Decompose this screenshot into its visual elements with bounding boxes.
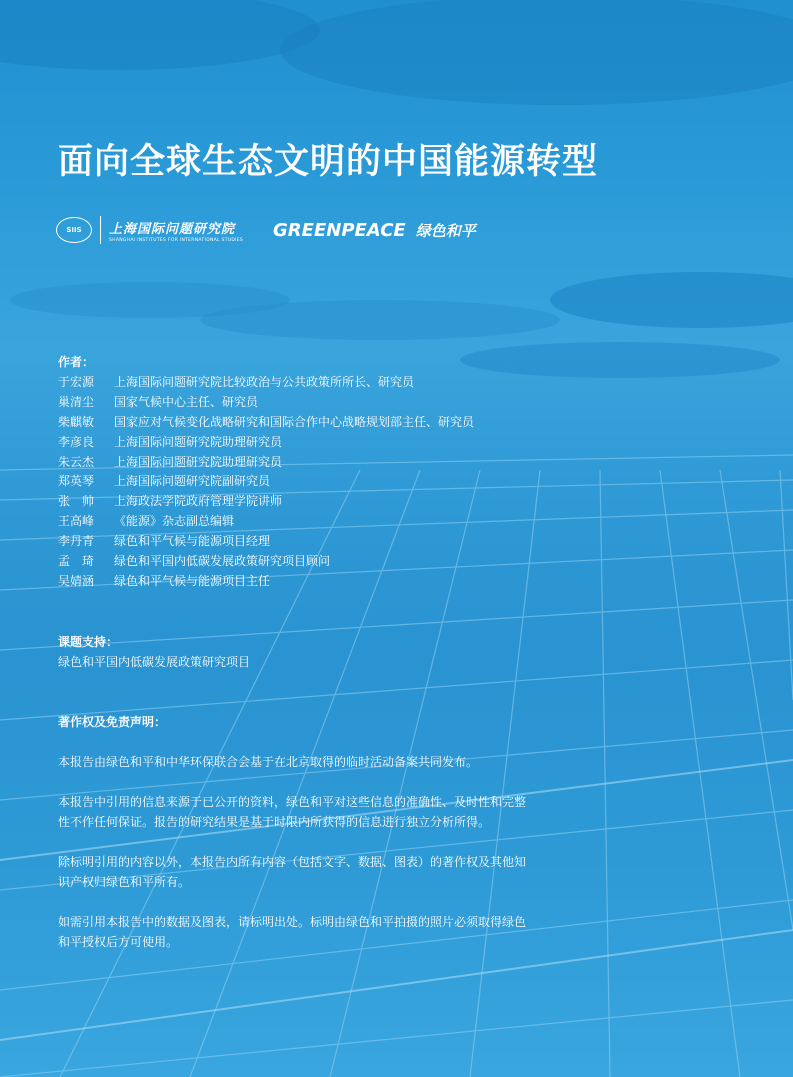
author-name: 朱云杰 <box>58 454 95 469</box>
author-name: 郑英琴 <box>58 474 95 489</box>
author-role: 上海国际问题研究院助理研究员 <box>114 454 283 469</box>
author-name: 王高峰 <box>58 514 95 529</box>
copyright-paragraph: 除标明引用的内容以外，本报告内所有内容（包括文字、数据、图表）的著作权及其他知识产权归绿色和平所有。 <box>58 855 527 889</box>
author-name: 吴婧涵 <box>58 573 95 588</box>
author-row <box>58 571 474 591</box>
author-row <box>58 372 474 392</box>
author-role: 上海政法学院政府管理学院讲师 <box>114 494 283 509</box>
author-row <box>58 452 474 472</box>
author-name: 张 帅 <box>58 494 95 509</box>
report-title: 面向全球生态文明的中国能源转型 <box>58 142 599 182</box>
author-row <box>58 551 474 571</box>
greenpeace-logo-en: GREENPEACE <box>273 219 406 241</box>
author-name: 于宏源 <box>58 375 95 389</box>
authors-section <box>58 352 474 591</box>
author-role: 上海国际问题研究院助理研究员 <box>114 434 283 449</box>
author-name: 巢清尘 <box>58 394 95 409</box>
authors-heading: 作者： <box>58 355 95 369</box>
author-name: 李丹青 <box>58 534 95 549</box>
author-name: 柴麒敏 <box>58 414 95 429</box>
logo-divider <box>100 216 101 244</box>
author-name: 李彦良 <box>58 434 95 449</box>
siis-logo <box>109 218 243 243</box>
author-row <box>58 531 474 551</box>
greenpeace-logo-cn: 绿色和平 <box>415 221 476 240</box>
siis-emblem-icon: SIIS <box>56 217 92 243</box>
authors-list <box>58 372 474 591</box>
logo-row <box>56 214 476 246</box>
author-row <box>58 392 474 412</box>
support-section <box>58 632 250 672</box>
author-role: 国家应对气候变化战略研究和国际合作中心战略规划部主任、研究员 <box>114 414 475 429</box>
author-role: 国家气候中心主任、研究员 <box>114 394 259 409</box>
author-row <box>58 511 474 531</box>
support-heading: 课题支持： <box>58 635 119 649</box>
copyright-heading: 著作权及免责声明： <box>58 715 167 729</box>
siis-name-en: SHANGHAI INSTITUTES FOR INTERNATIONAL STUDIES <box>109 237 244 243</box>
author-role: 上海国际问题研究院比较政治与公共政策所所长、研究员 <box>114 375 415 389</box>
author-row <box>58 491 474 511</box>
support-text: 绿色和平国内低碳发展政策研究项目 <box>58 655 251 669</box>
copyright-section <box>58 712 528 952</box>
author-row <box>58 471 474 491</box>
author-role: 绿色和平气候与能源项目经理 <box>114 534 271 549</box>
copyright-paragraph: 如需引用本报告中的数据及图表，请标明出处。标明由绿色和平拍摄的照片必须取得绿色和平授权后方可使用。 <box>58 915 527 949</box>
author-role: 绿色和平气候与能源项目主任 <box>114 573 271 588</box>
copyright-paragraph: 本报告由绿色和平和中华环保联合会基于在北京取得的临时活动备案共同发布。 <box>58 755 479 769</box>
author-row <box>58 412 474 432</box>
siis-name-cn: 上海国际问题研究院 <box>109 221 236 237</box>
copyright-paragraph: 本报告中引用的信息来源于已公开的资料，绿色和平对这些信息的准确性、及时性和完整性不作任何保证。报告的研究结果是基于时限内所获得的信息进行独立分析所得。 <box>58 795 527 829</box>
author-row <box>58 432 474 452</box>
author-name: 孟 琦 <box>58 554 95 569</box>
author-role: 上海国际问题研究院副研究员 <box>114 474 271 489</box>
author-role: 《能源》杂志副总编辑 <box>114 514 235 529</box>
author-role: 绿色和平国内低碳发展政策研究项目顾问 <box>114 554 331 569</box>
